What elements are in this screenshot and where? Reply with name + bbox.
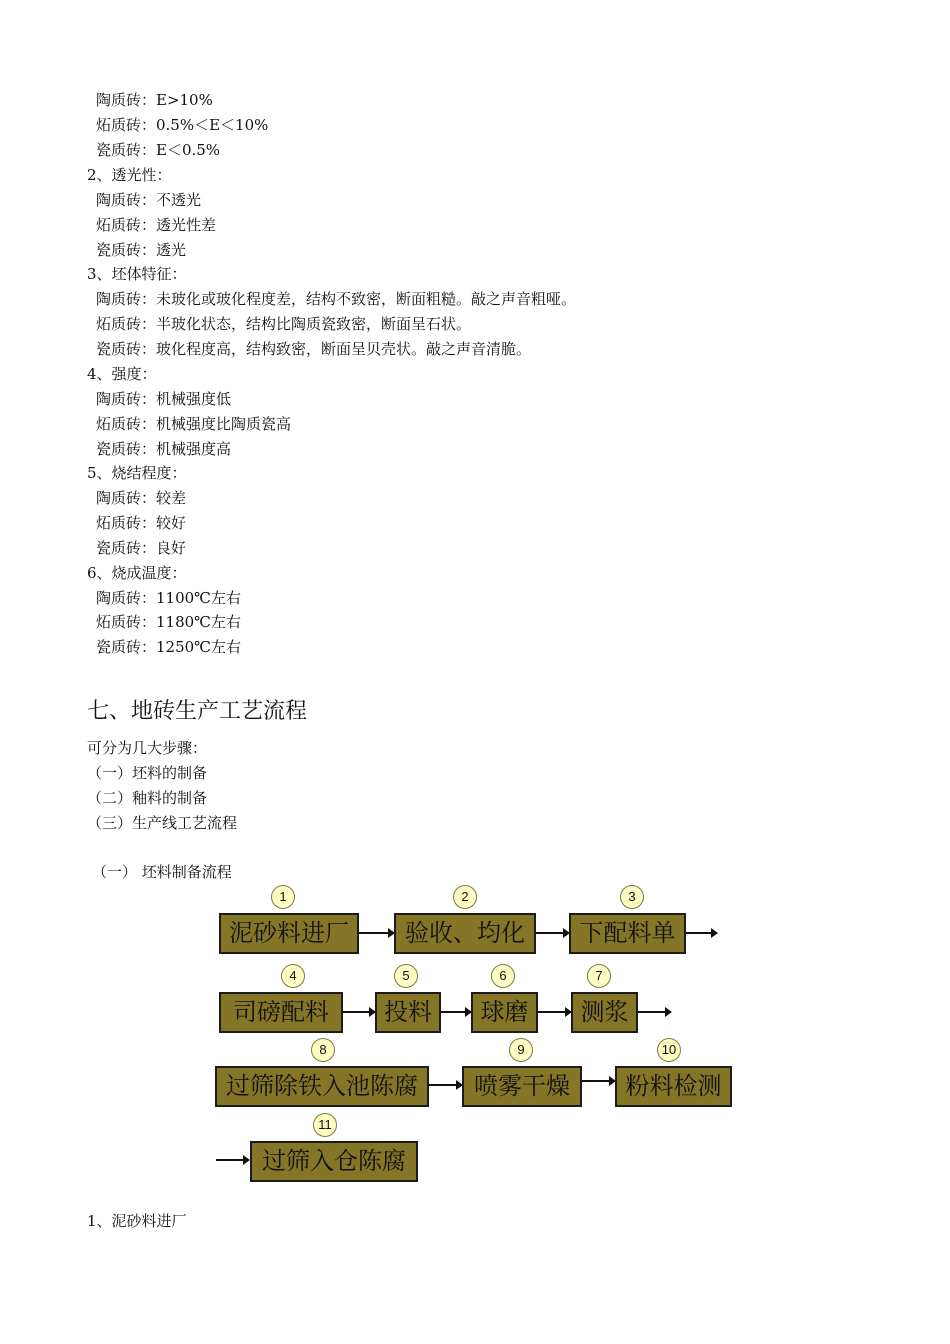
property-line: 炻质砖：1180℃左右 — [96, 613, 241, 631]
section-heading: 2、透光性： — [87, 166, 172, 184]
property-line: 陶质砖：机械强度低 — [96, 390, 232, 408]
step-number-badge: 4 — [281, 964, 305, 988]
step-number-badge: 10 — [657, 1038, 681, 1062]
property-line: 炻质砖：较好 — [96, 514, 187, 532]
step-number-badge: 8 — [311, 1038, 335, 1062]
property-line: 瓷质砖：透光 — [96, 241, 187, 259]
flow-arrow — [441, 1011, 466, 1013]
property-line: 瓷质砖：1250℃左右 — [96, 638, 241, 656]
section-heading: 6、烧成温度： — [87, 564, 187, 582]
flow-arrow — [638, 1011, 666, 1013]
step-number-badge: 7 — [587, 964, 611, 988]
flow-step-box: 球磨 — [471, 992, 538, 1033]
flow-step-box: 过筛入仓陈腐 — [250, 1141, 418, 1182]
step-number-badge: 1 — [271, 885, 295, 909]
flow-step-box: 喷雾干燥 — [462, 1066, 582, 1107]
flow-step-box: 下配料单 — [569, 913, 686, 954]
step-item: （一）坯料的制备 — [87, 764, 208, 782]
flow-step-box: 测浆 — [571, 992, 638, 1033]
section-heading: 4、强度： — [87, 365, 157, 383]
flow-step-box: 司磅配料 — [219, 992, 343, 1033]
property-line: 陶质砖：1100℃左右 — [96, 589, 241, 607]
chapter-title: 七、地砖生产工艺流程 — [87, 699, 308, 724]
step-number-badge: 11 — [313, 1113, 337, 1137]
flow-step-box: 泥砂料进厂 — [219, 913, 359, 954]
subsection-heading: 1、泥砂料进厂 — [87, 1212, 187, 1230]
flow-arrow — [359, 932, 389, 934]
steps-intro: 可分为几大步骤： — [87, 739, 208, 757]
flow-arrow — [582, 1080, 610, 1082]
section-heading: 5、烧结程度： — [87, 464, 187, 482]
property-line: 陶质砖：未玻化或玻化程度差，结构不致密，断面粗糙。敲之声音粗哑。 — [96, 290, 577, 308]
property-line: 炻质砖：机械强度比陶质瓷高 — [96, 415, 292, 433]
flow-step-box: 粉料检测 — [615, 1066, 732, 1107]
flow-step-box: 验收、均化 — [394, 913, 536, 954]
flow-arrow — [536, 932, 564, 934]
property-line: 炻质砖：0.5%＜E＜10% — [96, 116, 269, 134]
step-number-badge: 9 — [509, 1038, 533, 1062]
property-line: 陶质砖：E>10% — [96, 91, 213, 109]
property-line: 炻质砖：透光性差 — [96, 216, 217, 234]
flow-caption: （一） 坯料制备流程 — [92, 863, 232, 881]
flow-arrow — [216, 1159, 244, 1161]
step-number-badge: 2 — [453, 885, 477, 909]
step-number-badge: 5 — [394, 964, 418, 988]
section-heading: 3、坯体特征： — [87, 265, 187, 283]
step-number-badge: 3 — [620, 885, 644, 909]
flow-arrow — [343, 1011, 370, 1013]
step-number-badge: 6 — [491, 964, 515, 988]
property-line: 陶质砖：较差 — [96, 489, 187, 507]
property-line: 炻质砖：半玻化状态，结构比陶质瓷致密，断面呈石状。 — [96, 315, 472, 333]
flow-arrow — [429, 1084, 457, 1086]
property-line: 瓷质砖：玻化程度高，结构致密，断面呈贝壳状。敲之声音清脆。 — [96, 340, 532, 358]
step-item: （三）生产线工艺流程 — [87, 814, 238, 832]
flow-arrow — [686, 932, 712, 934]
flow-arrow — [538, 1011, 566, 1013]
property-line: 陶质砖：不透光 — [96, 191, 202, 209]
flow-step-box: 过筛除铁入池陈腐 — [215, 1066, 429, 1107]
step-item: （二）釉料的制备 — [87, 789, 208, 807]
property-line: 瓷质砖：机械强度高 — [96, 440, 232, 458]
property-line: 瓷质砖：E＜0.5% — [96, 141, 221, 159]
flow-step-box: 投料 — [375, 992, 441, 1033]
property-line: 瓷质砖：良好 — [96, 539, 187, 557]
